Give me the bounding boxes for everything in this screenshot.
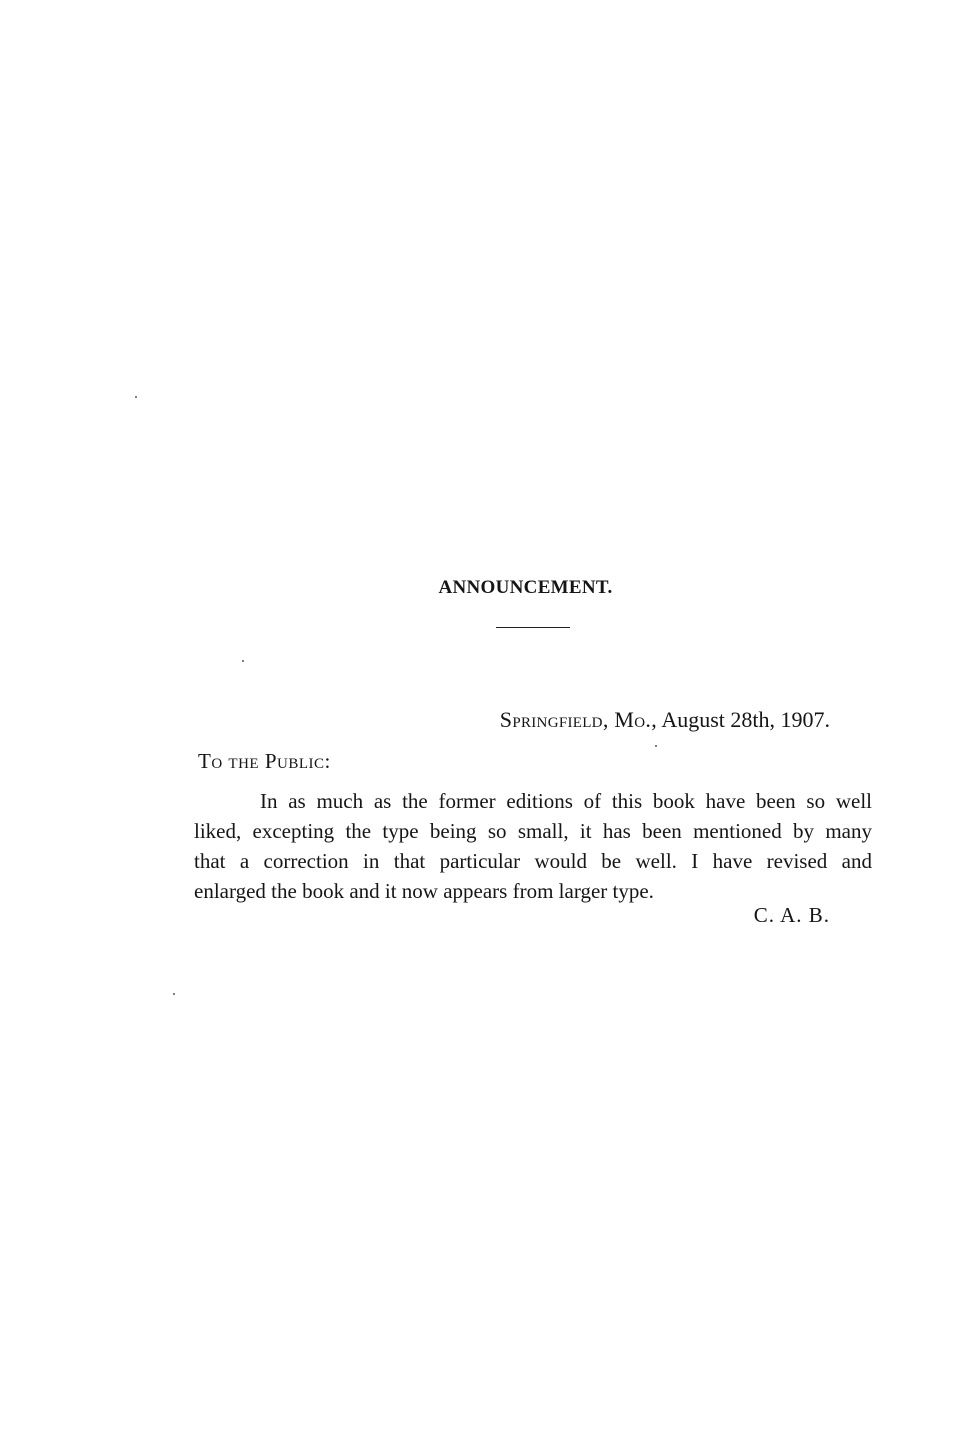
dateline-place: Springfield, Mo., bbox=[499, 707, 658, 732]
body-line: enlarged the book and it now appears from larger type. bbox=[194, 879, 654, 903]
salutation: To the Public: bbox=[198, 749, 331, 773]
print-speck bbox=[173, 993, 175, 995]
body-line: that a correction in that particular would be well. I have revised and bbox=[194, 849, 872, 873]
body-line: In as much as the former editions of this book have been so well bbox=[260, 789, 872, 813]
heading-rule bbox=[496, 627, 570, 628]
announcement-body bbox=[194, 786, 872, 906]
dateline-date: August 28th, 1907. bbox=[661, 707, 830, 732]
print-speck bbox=[135, 396, 137, 398]
print-speck bbox=[655, 745, 657, 747]
dateline bbox=[500, 707, 830, 733]
announcement-heading: ANNOUNCEMENT. bbox=[438, 577, 613, 598]
signature-initials: C. A. B. bbox=[753, 903, 830, 927]
print-speck bbox=[242, 660, 244, 662]
body-line: liked, excepting the type being so small, it has been mentioned by many bbox=[194, 819, 872, 843]
